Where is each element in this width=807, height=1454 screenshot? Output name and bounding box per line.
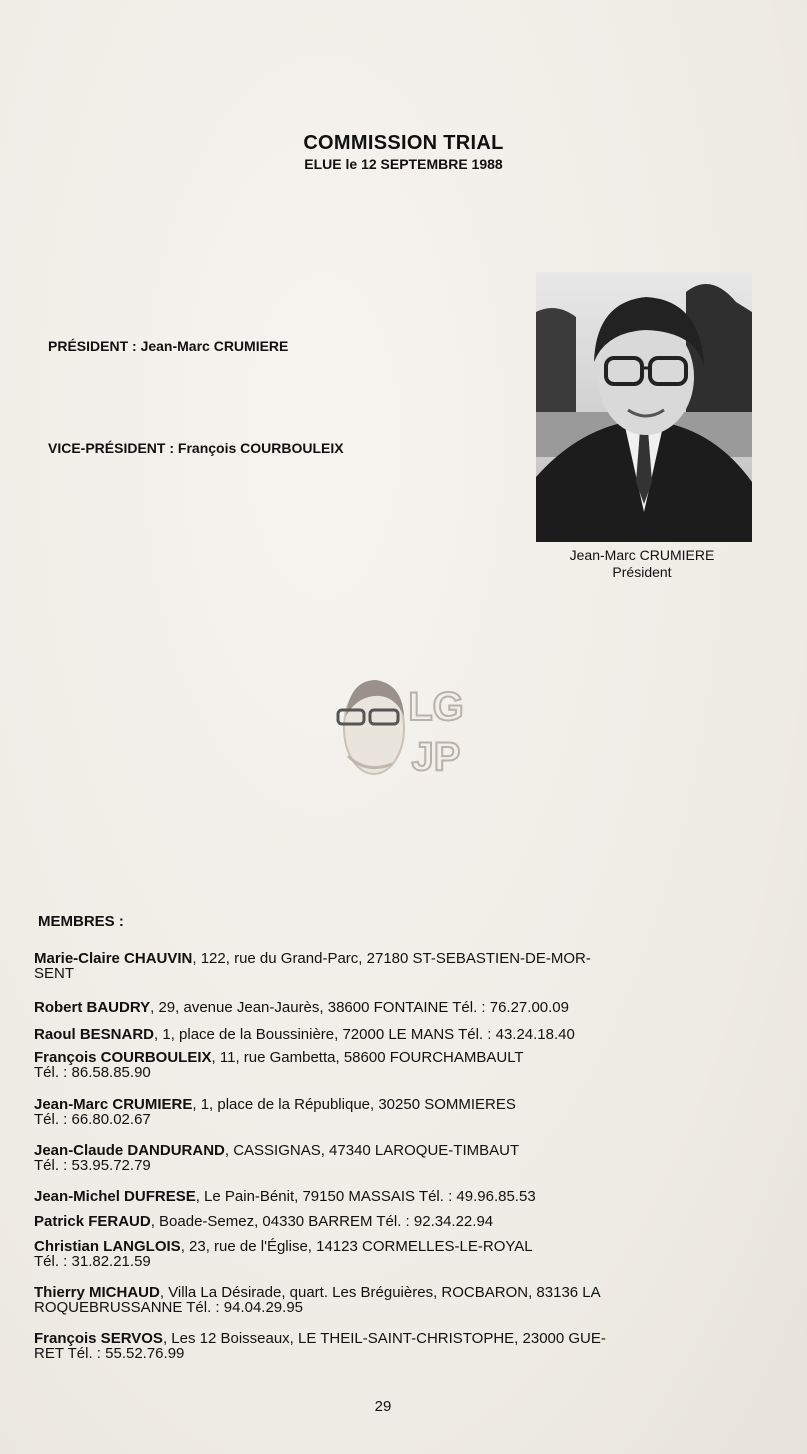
caption-title: Président (612, 564, 672, 580)
member-name: Jean-Claude DANDURAND (34, 1142, 225, 1159)
caption-name: Jean-Marc CRUMIERE (569, 547, 715, 563)
member-entry (34, 1097, 746, 1127)
member-entry (34, 1239, 746, 1269)
member-entry-line1 (34, 951, 746, 966)
member-address: , 1, place de la Boussinière, 72000 LE MANS Tél. : 43.24.18.40 (154, 1026, 575, 1043)
member-name: Thierry MICHAUD (34, 1284, 160, 1301)
page-number: 29 (374, 1398, 392, 1415)
member-address: , Le Pain-Bénit, 79150 MASSAIS Tél. : 49.96.85.53 (195, 1188, 536, 1205)
member-entry-line1 (34, 1143, 746, 1158)
member-continuation: ROQUEBRUSSANNE Tél. : 94.04.29.95 (34, 1299, 304, 1316)
member-continuation: Tél. : 31.82.21.59 (34, 1253, 151, 1270)
member-name: Marie-Claire CHAUVIN (34, 950, 193, 967)
member-name: François COURBOULEIX (34, 1049, 212, 1066)
member-address: , 23, rue de l'Église, 14123 CORMELLES-LE-ROYAL (180, 1238, 533, 1255)
member-address: , Villa La Désirade, quart. Les Bréguières, ROCBARON, 83136 LA (159, 1284, 601, 1301)
member-entry (34, 1050, 746, 1080)
portrait-illustration (536, 272, 752, 542)
member-entry-line1 (34, 1000, 746, 1015)
member-entry-line1 (34, 1097, 746, 1112)
member-address: , Boade-Semez, 04330 BARREM Tél. : 92.34.22.94 (150, 1213, 494, 1230)
member-continuation: RET Tél. : 55.52.76.99 (34, 1345, 185, 1362)
page-title: COMMISSION TRIAL (303, 132, 504, 154)
member-name: Patrick FERAUD (34, 1213, 151, 1230)
member-entry-line1 (34, 1285, 746, 1300)
logo-text-top: LG (408, 685, 464, 729)
member-address: , CASSIGNAS, 47340 LAROQUE-TIMBAUT (224, 1142, 520, 1159)
member-name: François SERVOS (34, 1330, 163, 1347)
member-address: , 1, place de la République, 30250 SOMMIERES (192, 1096, 516, 1113)
member-address: , 122, rue du Grand-Parc, 27180 ST-SEBASTIEN-DE-MOR- (192, 950, 591, 967)
member-entry (34, 1027, 746, 1042)
member-continuation: SENT (34, 965, 75, 982)
member-address: , 29, avenue Jean-Jaurès, 38600 FONTAINE Tél. : 76.27.00.09 (150, 999, 569, 1016)
member-continuation: Tél. : 66.80.02.67 (34, 1111, 151, 1128)
member-entry-line1 (34, 1214, 746, 1229)
member-entry (34, 1143, 746, 1173)
member-name: Christian LANGLOIS (34, 1238, 181, 1255)
member-name: Robert BAUDRY (34, 999, 151, 1016)
member-entry-line1 (34, 1027, 746, 1042)
member-entry (34, 1331, 746, 1361)
logo-text-bottom: JP (411, 735, 461, 779)
member-entry-line1 (34, 1239, 746, 1254)
member-name: Jean-Michel DUFRESE (34, 1188, 196, 1205)
lgjp-watermark-logo (336, 676, 476, 780)
member-continuation: Tél. : 86.58.85.90 (34, 1064, 151, 1081)
president-portrait-photo (536, 272, 752, 542)
member-address: , Les 12 Boisseaux, LE THEIL-SAINT-CHRISTOPHE, 23000 GUE- (162, 1330, 606, 1347)
photo-caption (540, 547, 744, 581)
member-name: Raoul BESNARD (34, 1026, 155, 1043)
member-entry (34, 1189, 746, 1204)
member-entry-line1 (34, 1331, 746, 1346)
member-entry-line1 (34, 1050, 746, 1065)
member-entry (34, 1214, 746, 1229)
president-line: PRÉSIDENT : Jean-Marc CRUMIERE (48, 338, 289, 354)
member-entry (34, 1285, 746, 1315)
member-entry (34, 951, 746, 981)
watermark-face-icon (336, 676, 476, 780)
member-entry-line1 (34, 1189, 746, 1204)
member-entry (34, 1000, 746, 1015)
member-address: , 11, rue Gambetta, 58600 FOURCHAMBAULT (211, 1049, 524, 1066)
election-date-subtitle: ELUE le 12 SEPTEMBRE 1988 (304, 156, 503, 172)
member-name: Jean-Marc CRUMIERE (34, 1096, 193, 1113)
member-continuation: Tél. : 53.95.72.79 (34, 1157, 151, 1174)
vice-president-line: VICE-PRÉSIDENT : François COURBOULEIX (48, 440, 344, 456)
members-heading: MEMBRES : (38, 913, 124, 930)
